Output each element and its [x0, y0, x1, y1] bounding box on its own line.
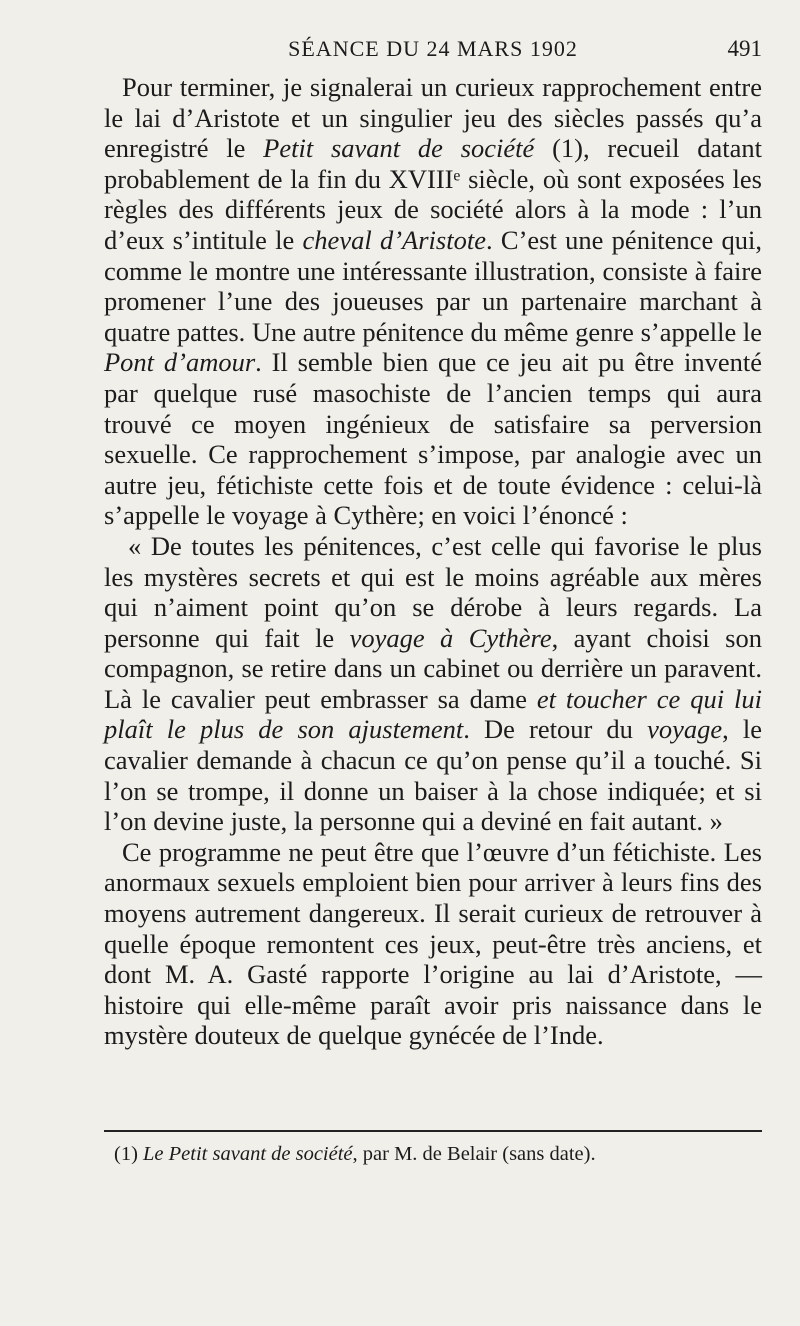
italic-phrase: et toucher ce qui lui plaît le plus de son ajustement [104, 683, 762, 745]
italic-phrase: voyage à Cythère [349, 622, 552, 653]
text-segment: . C’est une pénitence qui, comme le montre une intéressante illustration, consiste à faire promener l’une des joueuses par un partenaire marchant à quatre pattes. Une autre pénitence du même genre s’appelle le [104, 224, 762, 347]
paragraph-conclusion [104, 837, 762, 1051]
text-segment: , le cavalier demande à chacun ce qu’on pense qu’il a touché. Si l’on se trompe, il donne un baiser à la chose indiquée; et si l’on devine juste, la personne qui a deviné en fait autant. » [104, 714, 762, 837]
text-segment: (1), recueil datant probablement de la fin du XVIIIᵉ siècle, où sont exposées les règles des différents jeux de société alors à la mode : l’un d’eux s’intitule le [104, 133, 763, 255]
text-segment: , ayant choisi son compagnon, se retire dans un cabinet ou derrière un paravent. Là le cavalier peut embrasser sa dame [104, 622, 762, 714]
footnote-marker: (1) [114, 1143, 144, 1165]
text-segment: Pour terminer, je signalerai un curieux rapprochement entre le lai d’Aristote et un singulier jeu des siècles passés qu’a enregistré le [104, 72, 762, 164]
text-segment: Ce programme ne peut être que l’œuvre d’un fétichiste. Les anormaux sexuels emploient bien pour arriver à leurs fins des moyens autrement dangereux. Il serait curieux de retrouver à quelle époque remontent ces jeux, peut-être très anciens, et dont M. A. Gasté rapporte l’origine au lai d’Aristote, — histoire qui elle-même paraît avoir pris naissance dans le mystère douteux de quelque gynécée de l’Inde. [104, 836, 762, 1051]
footnote [114, 1140, 764, 1168]
italic-title: Petit savant de société [263, 133, 535, 164]
italic-phrase: voyage [647, 714, 723, 745]
body-text [104, 72, 762, 1051]
paragraph-quote [104, 531, 762, 837]
text-segment: . Il semble bien que ce jeu ait pu être inventé par quelque rusé masochiste de l’ancien temps qui aura trouvé ce moyen ingénieux de satisfaire sa perversion sexuelle. Ce rapprochement s’impose, par analogie avec un autre jeu, fétichiste cette fois et de toute évidence : celui-là s’appelle le voyage à Cythère; en voici l’énoncé : [104, 347, 762, 531]
italic-title: cheval d’Aristote [302, 224, 486, 255]
paragraph-intro [104, 72, 762, 531]
footnote-text: , par M. de Belair (sans date). [352, 1143, 596, 1165]
italic-title: Pont d’amour [104, 347, 256, 378]
page-header [104, 36, 762, 70]
text-segment: . De retour du [463, 714, 648, 745]
footnote-separator [104, 1130, 762, 1132]
page-number: 491 [727, 36, 762, 61]
text-segment: « De toutes les pénitences, c’est celle qui favorise le plus les mystères secrets et qui est le moins agréable aux mères qui n’aiment point qu’on se dérobe à leurs regards. La personne qui fait le [104, 530, 762, 653]
footnote-title: Le Petit savant de société [143, 1143, 353, 1165]
running-head: SÉANCE DU 24 MARS 1902 [288, 36, 578, 61]
